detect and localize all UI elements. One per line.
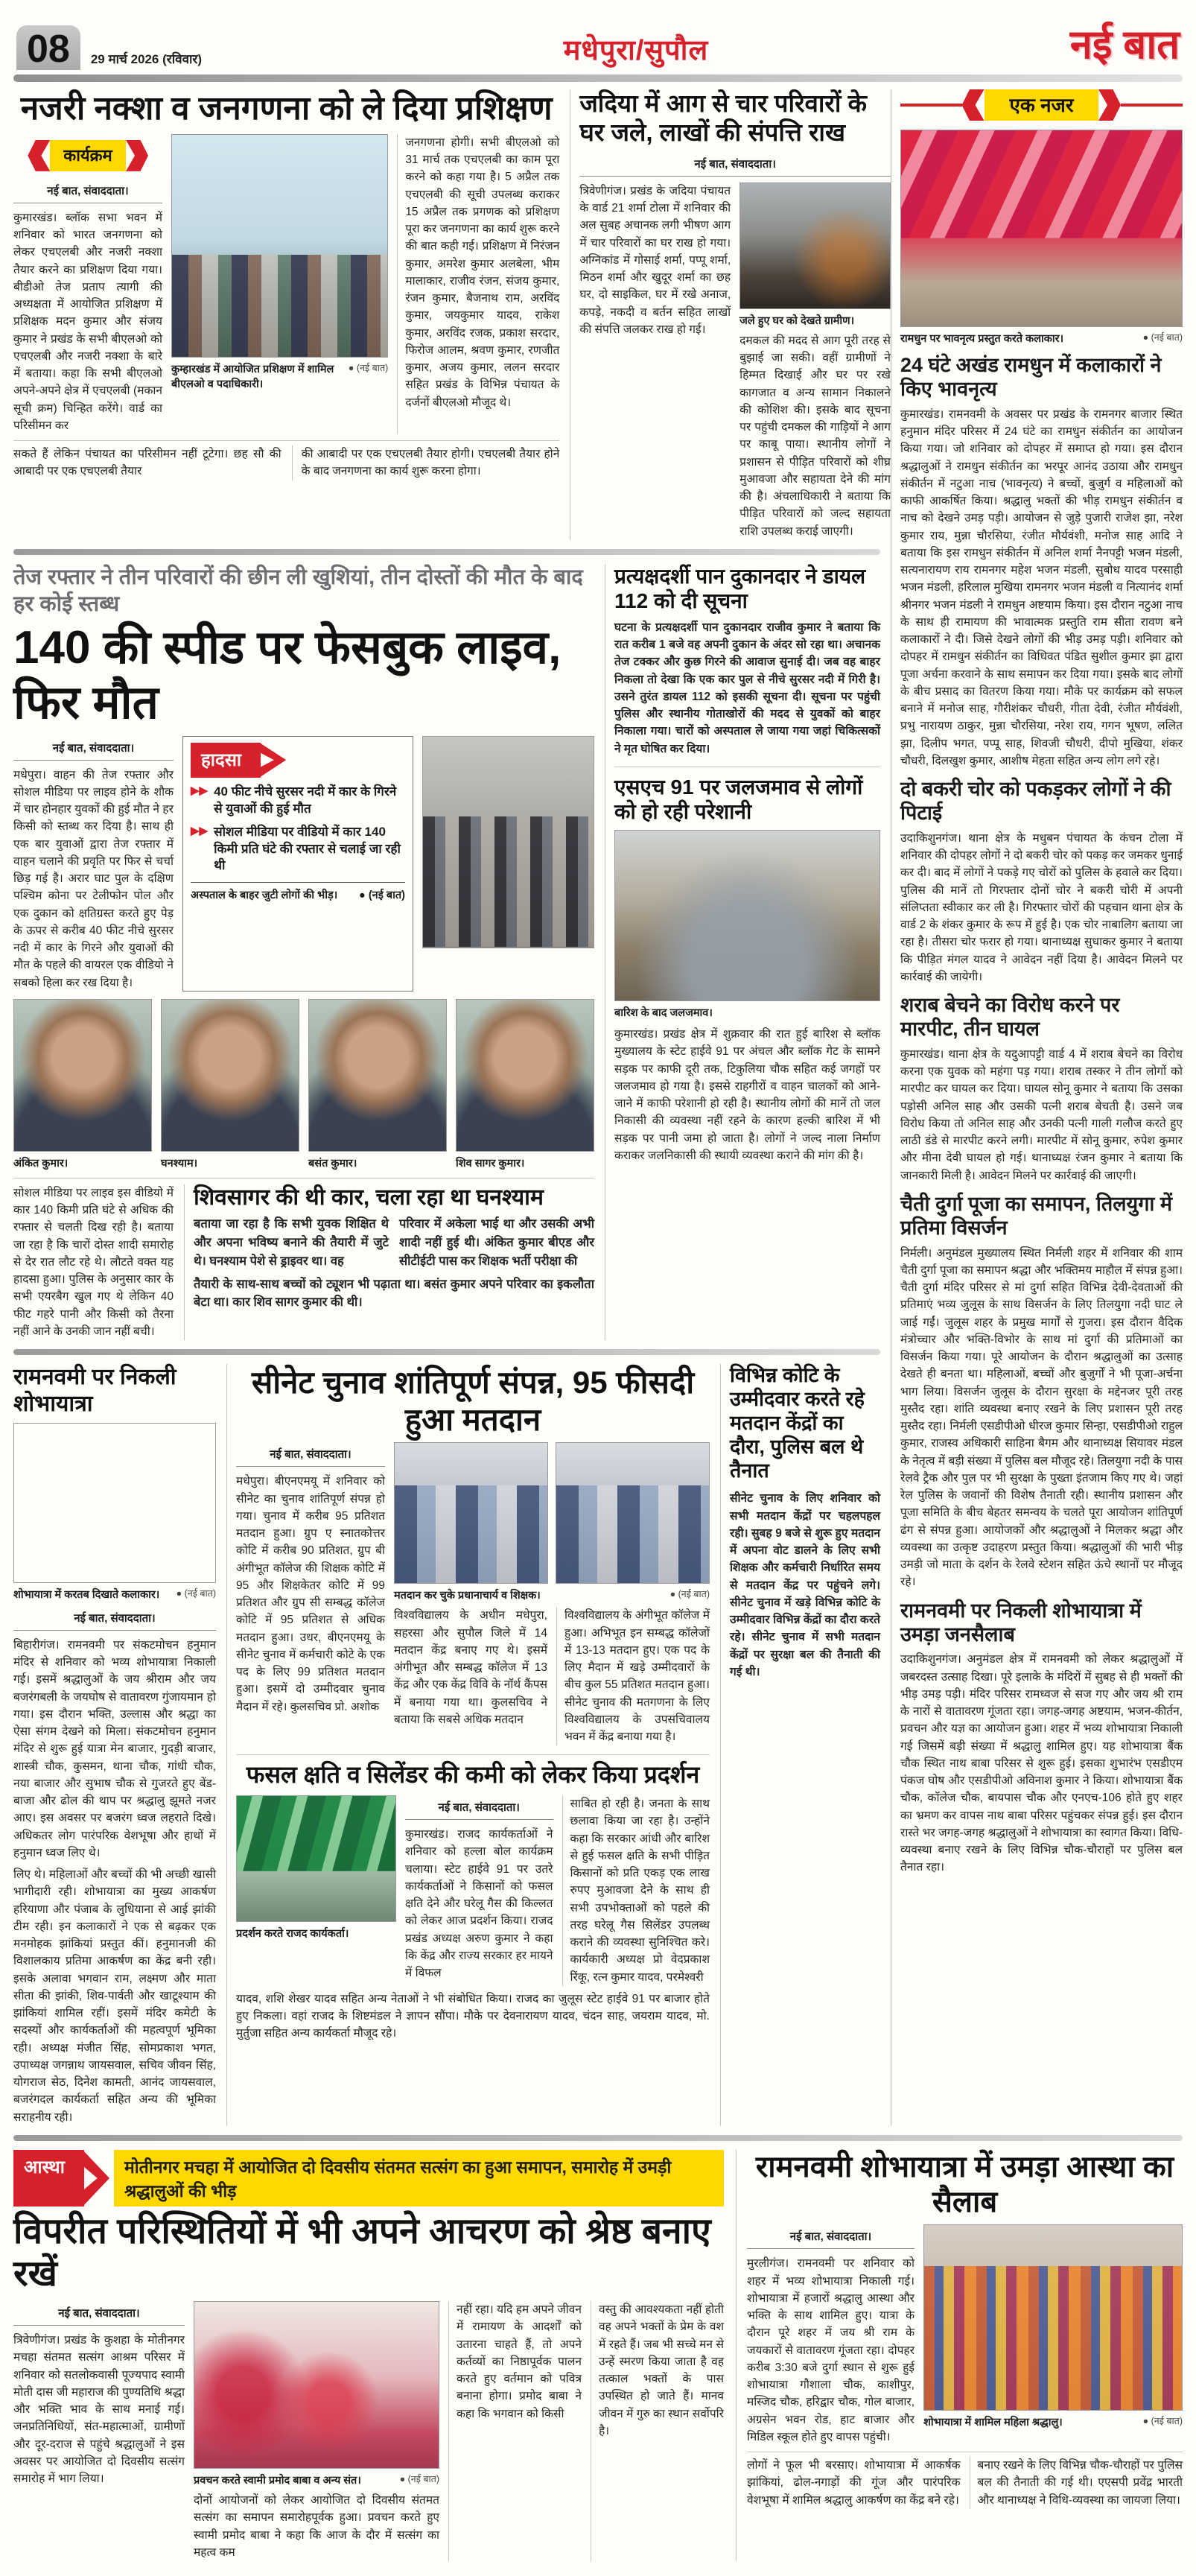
goat-text: उदाकिशुनगंज। थाना क्षेत्र के मधुबन पंचायत के कंचन टोला में शनिवार की दोपहर लोगों ने दो बकरी चोर को पकड़ कर जमकर धुनाई कर दी। बाद में लोगों ने पकड़े गए चोरों को पुलिस के हवाले कर दिया। पुलिस की मानें तो गिरफ्तार दोनों चोर ने बकरी चोरी में अपनी संलिप्तता स्वीकार कर ली है। गिरफ्तार चोरों की पहचान थाना क्षेत्र के वार्ड 2 के शंकर कुमार के रूप में हुई है। एक चोर नाबालिग बताया जा रहा है। तीसरा चोर फरार हो गया। थानाध्यक्ष सुधाकर कुमार ने बताया कि पीड़ित मंगल यादव ने आवेदन नहीं दिया है। आवेदन मिलने पर कार्रवाई की जायेगी।	[900, 831, 1183, 983]
header-divider	[13, 74, 1183, 82]
rjd-caption: प्रदर्शन करते राजद कार्यकर्ता।	[236, 1928, 349, 1941]
liquor-text: कुमारखंड। थाना क्षेत्र के यदुआपट्टी वार्ड 4 में शराब बेचने का विरोध करना एक युवक को महंगा पड़ गया। शराब तस्कर ने तीन लोगों को मारपीट कर घायल कर दिया। घायल सोनू कुमार ने बताया कि उसका पड़ोसी अनिल साह और उसकी पत्नी शराब बेचती है। उसने जब विरोध किया तो अनिल साह और उनकी पत्नी गाली गलौज करते हुए लाठी डंडे से मारपीट करने लगी। मारपीट में सोनू कुमार, रुपेश कुमार और मीना देवी घायल हो गई। थानाध्यक्ष रंजन कुमार ने बताया कि जानकारी मिली है। आवेदन मिलने पर कार्रवाई की जाएगी।	[900, 1047, 1183, 1182]
bullet-arrow-icon: ▶▶	[191, 824, 209, 837]
fire-photo	[739, 183, 891, 309]
victim-photo	[308, 999, 447, 1152]
satsang-photo-block	[194, 2301, 439, 2561]
accident-kicker: तेज रफ्तार ने तीन परिवारों की छीन ली खुशियां, तीन दोस्तों की मौत के बाद हर कोई स्तब्ध	[13, 565, 583, 617]
training-photo-block	[171, 134, 388, 434]
training-col1	[13, 134, 162, 434]
waterlog-caption: बारिश के बाद जलजमाव।	[614, 1007, 713, 1019]
accident-headline: 140 की स्पीड पर फेसबुक लाइव, फिर मौत	[13, 622, 562, 729]
photo-credit: ● (नई बात)	[348, 362, 389, 373]
satsang-body	[13, 2301, 724, 2561]
senate-sub-text: सीनेट चुनाव के लिए शनिवार को सभी मतदान केंद्रों पर चहलपहल रही। सुबह 9 बजे से शुरू हुए मतदान में अपना वोट डालने के लिए सभी शिक्षक और कर्मचारी निर्धारित समय से मतदान केंद्र पर पहुंचने लगे। सीनेट चुनाव में खड़े विभिन्न कोटि के उम्मीदवार विभिन्न केंद्रों का दौरा करते रहे। सीनेट चुनाव में सभी मतदान केंद्रों पर सुरक्षा बल की तैनाती की गई थी।	[730, 1492, 880, 1678]
witness-subhead: प्रत्यक्षदर्शी पान दुकानदार ने डायल 112 को दी सूचना	[614, 564, 866, 612]
accident-byline: नई बात, संवाददाता।	[13, 736, 174, 761]
section-top	[13, 89, 891, 540]
fire-text-2: दमकल की मदद से आग पूरी तरह से बुझाई जा सकी। वहीं ग्रामीणों ने हिम्मत दिखाई और घर पर रखे कागजात व अन्य सामान निकालने की कोशिश की। इसके बाद सूचना पर पहुंची दमकल की गाड़ियों ने आग पर काबू पाया। स्थानीय लोगों ने प्रशासन से पीड़ित परिवारों को शीघ्र मुआवजा और सहायता देने की मांग की है। अंचलाधिकारी ने बताया कि पीड़ित परिवारों को जल्द सहायता राशि उपलब्ध कराई जाएगी।	[739, 334, 891, 538]
victim-photo	[456, 999, 594, 1152]
murliganj-body	[747, 2224, 1183, 2446]
victim-portraits	[13, 999, 594, 1170]
accident-subhead: शिवसागर की थी कार, चला रहा था घनश्याम	[194, 1184, 544, 1210]
article-senate-sub	[720, 1364, 880, 2126]
rjd-text-2: साबित हो रही है। जनता के साथ छलावा किया जा रहा है। उन्होंने कहा कि सरकार आंधी और बारिश से हुई फसल क्षति के सभी पीड़ित किसानों को प्रति एकड़ एक लाख रुपए मुआवजा देने के साथ ही सभी उपभोक्ताओं को पहले की तरह घरेलू गैस सिलेंडर उपलब्ध कराने की व्यवस्था सुनिश्चित करे। कार्यकारी अध्यक्ष प्रो वेदप्रकाश रिंकू, रत्न कुमार यादव, परमेश्वरी	[570, 1798, 710, 1984]
fire-body	[579, 183, 891, 540]
satsang-text-1: त्रिवेणीगंज। प्रखंड के कुशहा के मोतीनगर मचहा संतमत सत्संग आश्रम परिसर में शनिवार को सतलोकवासी पूज्यपाद स्वामी मोती दास जी महाराज की पुण्यतिथि श्रद्धा और भक्ति भाव के साथ मनाई गई। जनप्रतिनिधियों, संत-महात्माओं, ग्रामीणों और दूर-दराज से पहुंचे श्रद्धालुओं ने इस अवसर पर आयोजित दो दिवसीय सत्संग समारोह में भाग लिया।	[13, 2334, 185, 2486]
chaiti-headline: चैती दुर्गा पूजा का समापन, तिलयुगा में प्रतिमा विसर्जन	[900, 1192, 1173, 1240]
victim-photo	[13, 999, 152, 1152]
article-uda-janselab	[900, 1599, 1183, 1877]
portrait-card	[161, 999, 299, 1170]
ramdhun-photo	[900, 130, 1183, 327]
photo-credit: ● (नई बात)	[359, 889, 405, 902]
rjd-body	[236, 1795, 710, 1986]
article-goat-thief	[900, 777, 1183, 986]
rjd-col1	[405, 1795, 553, 1986]
accident-subarticle	[184, 1184, 594, 1340]
voting-photo-2	[556, 1442, 710, 1584]
senate-text-2: विश्वविद्यालय के अधीन मधेपुरा, सहरसा और सुपौल जिले में 14 मतदान केंद्र बनाए गए थे। इसमें अंगीभूत और सम्बद्ध कॉलेज में 13 केंद्र और एक केंद्र विवि के नॉर्थ कैंपस में बनाया गया था। कुलसचिव ने बताया कि सबसे अधिक मतदान	[394, 1609, 547, 1726]
accident-subcol-3: तैयारी के साथ-साथ बच्चों को ट्यूशन भी पढ़ाता था। बसंत कुमार अपने परिवार का इकलौता बेटा था। कार शिव सागर कुमार की थी।	[194, 1277, 594, 1310]
rjd-col2	[562, 1795, 710, 1986]
bullet-arrow-icon: ▶▶	[191, 784, 209, 797]
rjd-photo	[236, 1795, 396, 1922]
victim-name: शिव सागर कुमार।	[456, 1157, 525, 1170]
murliganj-caption: शोभायात्रा में शामिल महिला श्रद्धालु। ● (नई बात)	[923, 2416, 1183, 2429]
masthead-logo: नई बात	[1069, 22, 1180, 67]
murliganj-photo-block	[923, 2224, 1183, 2446]
section-title: मधेपुरा/सुपौल	[563, 35, 709, 66]
senate-body	[236, 1442, 710, 1745]
rjd-headline: फसल क्षति व सिलेंडर की कमी को लेकर किया प्रदर्शन	[246, 1761, 700, 1789]
rjd-photo-block	[236, 1795, 396, 1986]
photo-credit: ● (नई बात)	[176, 1587, 216, 1599]
ribbon-left-icon	[28, 140, 50, 171]
divider-3	[13, 2135, 1183, 2141]
aastha-badge: आस्था	[13, 2150, 84, 2207]
witness-text: घटना के प्रत्यक्षदर्शी पान दुकानदार राजीव कुमार ने बताया कि रात करीब 1 बजे वह अपनी दुकान के अंदर सो रहा था। अचानक तेज टक्कर और कुछ गिरने की आवाज सुनाई दी। जब वह बाहर निकला तो देखा कि एक कार पुल से नीचे सुरसर नदी में गिरी है। उसने तुरंत डायल 112 को इसकी सूचना दी। सूचना पर पहुंची पुलिस और स्थानीय गोताखोरों की मदद से युवकों को बाहर निकाला गया। चारों को अस्पताल ले जाया गया जहां चिकित्सकों ने मृत घोषित कर दिया।	[614, 621, 880, 755]
senate-headline: सीनेट चुनाव शांतिपूर्ण संपन्न, 95 फीसदी हुआ मतदान	[251, 1365, 695, 1437]
murliganj-text-3: बनाए रखने के लिए विभिन्न चौक-चौराहों पर पुलिस बल की तैनाती की गई थी। एएसपी प्रवेंद्र भारती और थानाध्यक्ष ने विधि-व्यवस्था का जायजा लिया।	[970, 2457, 1183, 2509]
article-senate	[226, 1364, 710, 2126]
training-headline: नजरी नक्शा व जनगणना को ले दिया प्रशिक्षण	[20, 90, 553, 127]
ek-najar-header	[900, 89, 1183, 121]
bihariganj-headline: रामनवमी पर निकली शोभायात्रा	[13, 1365, 176, 1416]
article-accident	[13, 564, 594, 1340]
senate-photos	[394, 1442, 710, 1584]
accident-photo-block	[422, 736, 594, 992]
karyakram-badge-label: कार्यक्रम	[50, 140, 125, 171]
fire-text-1: त्रिवेणीगंज। प्रखंड के जदिया पंचायत के वार्ड 21 शर्मा टोला में शनिवार की अल सुबह अचानक लगी भीषण आग में चार परिवारों का घर राख हो गया। अग्निकांड में गोसाई शर्मा, पप्पू शर्मा, मिठन शर्मा और खुदूर शर्मा का छह घर, दो साइकिल, घर में रखे अनाज, कपड़े, नकदी व बर्तन सहित लाखों की संपत्ति जलकर राख हो गई।	[579, 184, 731, 336]
training-caption: कुम्हारखंड में आयोजित प्रशिक्षण में शामिल बीएलओ व पदाधिकारी। ● (नई बात)	[171, 362, 389, 390]
divider-2	[13, 1349, 880, 1355]
murliganj-text-1: मुरलीगंज। रामनवमी पर शनिवार को शहर में भव्य शोभायात्रा निकाली गई। शोभायात्रा में हजारों श्रद्धालु आस्था और भक्ति के साथ शामिल हुए। यात्रा के दौरान पूरे शहर में जय श्री राम के जयकारों से वातावरण गूंजता रहा। दोपहर करीब 3:30 बजे दुर्गा स्थान से शुरू हुई शोभायात्रा गौशाला चौक, काशीपुर, मस्जिद चौक, हरिद्वार चौक, गोल बाजार, अग्रसेन भवन रोड, हाट बाजार और मिडिल स्कूल होते हुए वापस पहुंची।	[747, 2257, 915, 2443]
training-text-1: कुमारखंड। ब्लॉक सभा भवन में शनिवार को भारत जनगणना को लेकर एचएलबी और नजरी नक्शा तैयार करने का प्रशिक्षण दिया गया। बीडीओ तेज प्रताप त्यागी की अध्यक्षता में आयोजित प्रशिक्षण में प्रशिक्षक मदन कुमार और संजय कुमार ने प्रखंड के सभी बीएलओ को एचएलबी और नजरी नक्शा के बारे में बताया। कहा कि सभी बीएलओ अपने-अपने क्षेत्र में एचएलबी (मकान सूची क्रम) चिन्हित करेंगे। वार्ड का परिसीमन कर	[13, 211, 162, 432]
satsang-col1	[13, 2301, 185, 2561]
hadsa-bullet-1: ▶▶ 40 फीट नीचे सुरसर नदी में कार के गिरने से युवाओं की हुई मौत	[191, 784, 405, 818]
red-rule	[1121, 104, 1183, 107]
hadsa-bullet-2: ▶▶ सोशल मीडिया पर वीडियो में कार 140 किमी प्रति घंटे की रफ्तार से चलाई जा रही थी	[191, 824, 405, 875]
senate-caption: मतदान कर चुके प्रधानाचार्य व शिक्षक। ● (नई बात)	[394, 1589, 710, 1602]
rjd-text-1: कुमारखंड। राजद कार्यकर्ताओं ने शनिवार को हल्ला बोल कार्यक्रम चलाया। स्टेट हाईवे 91 पर उतरे कार्यकर्ताओं ने किसानों को फसल क्षति देने और घरेलू गैस की किल्लत को लेकर आज प्रदर्शन किया। राजद प्रखंड अध्यक्ष अरुण कुमार ने कहा कि केंद्र और राज्य सरकार हर मायने में विफल	[405, 1828, 553, 1980]
aastha-header	[13, 2150, 724, 2207]
ribbon-right-icon	[1098, 89, 1121, 121]
satsang-text-2: दोनों आयोजनों को लेकर आयोजित दो दिवसीय संतमत सत्संग का समापन समारोहपूर्वक हुआ। प्रवचन करते हुए स्वामी प्रमोद बाबा ने कहा कि आज के दौर में सत्संग का महत्व कम	[194, 2494, 439, 2559]
chaiti-text: निर्मली। अनुमंडल मुख्यालय स्थित निर्मली शहर में शनिवार की शाम चैती दुर्गा पूजा का समापन श्रद्धा और भक्तिमय माहौल में संपन्न हुआ। चैती दुर्गा मंदिर परिसर से मां दुर्गा सहित विभिन्न देवी-देवताओं की प्रतिमाएं भव्य जुलूस के साथ विसर्जन के लिए तिलयुगा नदी घाट ले जाई गईं। जुलूस शहर के प्रमुख मार्गों से गुजरा। इस दौरान वैदिक मंत्रोच्चार और भक्ति-विभोर के साथ मां दुर्गा की प्रतिमाओं का विसर्जन किया गया। पूरे आयोजन के दौरान श्रद्धालुओं का उत्साह देखते ही बनता था। महिलाओं, बच्चों और बुजुर्गों ने भी पूजा-अर्चना भाग लिया। विसर्जन जुलूस के दौरान सुरक्षा के मद्देनजर पूरी तरह मुस्तैद रहा। शांति व्यवस्था बनाए रखने के लिए प्रशासन पूरी तरह मुस्तैद रहा। निर्मली एसडीपीओ धीरज कुमार सिन्हा, एसडीपीओ राहुल कुमार, राजस्व अधिकारी साहिना बैगम और थानाध्यक्ष सियावर मंडल के नेतृत्व में बड़ी संख्या में पुलिस बल मौजूद रहे। तिलयुगा नदी के पास रेलवे ट्रैक और पुल पर भी सुरक्षा के पुख्ता इंतजाम किए गए थे। जहां रेल पुलिस के जवानों की विशेष तैनाती रही। स्थानीय प्रशासन और पूजा समिति के बीच बेहतर समन्वय के चलते पूरा आयोजन शांतिपूर्ण ढंग से संपन्न हुआ। आयोजकों और श्रद्धालुओं ने मिलकर श्रद्धा और व्यवस्था का उत्कृष्ट उदाहरण प्रस्तुत किया। श्रद्धालुओं की भारी भीड़ उमड़ी जो माता के दर्शन के रेलवे स्टेशन सहित ऊंचे स्थानों पर मौजूद रहे।	[900, 1246, 1183, 1589]
page-header	[13, 10, 1183, 72]
murliganj-text-2: लोगों ने फूल भी बरसाए। शोभायात्रा में आकर्षक झांकियां, ढोल-नगाड़ों की गूंज और पारंपरिक वेशभूषा में शामिल श्रद्धालु आकर्षण का केंद्र बने रहे।	[747, 2459, 961, 2507]
victim-photo	[161, 999, 299, 1152]
hadsa-caption: अस्पताल के बाहर जुटी लोगों की भीड़। ● (नई बात)	[191, 882, 405, 902]
ramdhun-text: कुमारखंड। रामनवमी के अवसर पर प्रखंड के रामनगर बाजार स्थित हनुमान मंदिर परिसर में 24 घंटे का रामधुन संकीर्तन का आयोजन किया गया। जो शनिवार को दोपहर में समाप्त हो गया। इस दौरान श्रद्धालुओं ने रामधुन संकीर्तन का भरपूर आनंद उठाया और रामधुन संकीर्तन में नटुआ नाच (भावनृत्य) ने बच्चों, बुजुर्ग व महिलाओं को काफी आकर्षित किया। श्रद्धालु भक्तों की भीड़ रामधुन संकीर्तन व नाच को देखने उमड़ पड़ी। आयोजन से जुड़े पुजारी राजेश झा, नरेश कुमार राय, मुन्ना चौरसिया, रंजीत मौर्यवंशी, मनोज साह आदि ने बताया कि इस रामधुन संकीर्तन में अनिल शर्मा नैनपट्टी भजन मंडली, सत्यनारायण राय रामनगर महेश भजन मंडली, सुबोध यादव परसाही भजन मंडली, हरिलाल मुखिया रामनगर भजन मंडली व नित्यानंद शर्मा श्रीनगर भजन मंडली ने रामधुन अष्टयाम किया। इस दौरान नटुआ नाच के साथ ही रामायण की भावात्मक प्रस्तुति राम सीता रावण बने कलाकारों ने दी। जिसे देखने लोगों की भीड़ उमड़ पड़ी। शनिवार को दोपहर में रामधुन संकीर्तन का विधिवत पंडित सुशील कुमार झा द्वारा पूजा अर्चना करवाने के साथ समापन कर दिया गया। इसके बाद लोगों के बीच प्रसाद का वितरण किया गया। मौके पर कार्यक्रम को सफल बनाने में मनोज साह, गौरीशंकर चौधरी, गीता देवी, रंजीत मौर्यवंशी, प्रभु नारायण ठाकुर, मुन्ना चौरसिया, नरेश राय, गगन भूषण, ललित झा, दिलीप भगत, पप्पू साह, शिवजी चौधरी, दीपो मुखिया, शंकर चौधरी, दिलखुश कुमार, आशीष मेहता सहित अन्य लोग लगे रहे।	[900, 407, 1183, 767]
murliganj-col1	[747, 2224, 915, 2446]
hadsa-box	[182, 736, 413, 992]
voting-photo-1	[394, 1442, 548, 1584]
ek-najar-label: एक नजर	[985, 89, 1099, 121]
ribbon-left-icon	[962, 89, 985, 121]
photo-credit: ● (नई बात)	[399, 2474, 439, 2485]
bihariganj-byline: नई बात, संवाददाता।	[13, 1606, 216, 1631]
photo-credit: ● (नई बात)	[1142, 2416, 1183, 2427]
accident-top	[13, 736, 594, 992]
accident-text-2: सोशल मीडिया पर लाइव इस वीडियो में कार 140 किमी प्रति घंटे से अधिक की रफ्तार से चलती दिख रही है। बताया जा रहा है कि चारों दोस्त शादी समारोह से देर रात लौट रहे थे। लौटते वक्त यह हादसा हुआ। पुलिस के अनुसार कार के सभी एयरबैग खुल गए थे लेकिन 40 फीट गहरे पानी और किसी को तैरना नहीं आने के उनकी जान नहीं बची।	[13, 1186, 174, 1338]
photo-credit: ● (नई बात)	[1142, 332, 1183, 343]
murliganj-byline: नई बात, संवाददाता।	[747, 2224, 915, 2249]
portrait-card	[308, 999, 447, 1170]
article-ramdhun	[900, 353, 1183, 770]
section-mid	[13, 1364, 880, 2126]
divider-1	[13, 549, 880, 555]
training-text-2: जनगणना होगी। सभी बीएलओ को 31 मार्च तक एचएलबी का काम पूरा करने को कहा गया है। 5 अप्रैल तक एचएलबी की सूची उपलब्ध कराकर 15 अप्रैल तक प्रगणक को प्रशिक्षण पूरा कर जनगणना का कार्य शुरू करने की बात कही गई। प्रशिक्षण में निरंजन कुमार, अमरेश कुमार अलबेला, भीम मालाकार, राजीव रंजन, संजय कुमार, रंजन कुमार, बैजनाथ राम, अरविंद कुमार, जयकुमार यादव, राकेश कुमार, अरविंद रजक, प्रकाश सरदार, फिरोज आलम, श्रवण कुमार, रणजीत कुमार, अजय कुमार, ललन सरदार सहित प्रखंड के विभिन्न पंचायत के दर्जनों बीएलओ मौजूद थे।	[397, 134, 559, 434]
section-bottom	[13, 2150, 1183, 2561]
satsang-text-3: नहीं रहा। यदि हम अपने जीवन में रामायण के आदर्शों को उतारना चाहते हैं, तो अपने कर्तव्यों का निष्ठापूर्वक पालन करते हुए वर्तमान को पवित्र बनाना होगा। प्रमोद बाबा ने कहा कि भगवान को किसी	[448, 2301, 582, 2561]
uda-headline: रामनवमी पर निकली शोभायात्रा में उमड़ा जनसैलाब	[900, 1599, 1142, 1646]
right-rail	[891, 89, 1183, 2126]
article-rjd	[236, 1761, 710, 2042]
accident-subcol-2: परिवार में अकेला भाई था और उसकी अभी शादी नहीं हुई थी। अंकित कुमार बीएड और सीटीईटी पास कर शिक्षक भर्ती परीक्षा की	[399, 1217, 594, 1268]
victim-name: बसंत कुमार।	[308, 1157, 357, 1170]
page-number: 08	[16, 25, 80, 70]
liquor-headline: शराब बेचने का विरोध करने पर मारपीट, तीन घायल	[900, 994, 1120, 1041]
main-layout	[13, 89, 1183, 2126]
page-date: 29 मार्च 2026 (रविवार)	[90, 52, 203, 66]
bihariganj-text-1: बिहारीगंज। रामनवमी पर संकटमोचन हनुमान मंदिर से शनिवार को भव्य शोभायात्रा निकाली गई। इसमें श्रद्धालुओं के जय श्रीराम और जय बजरंगबली के जयघोष से वातावरण गुंजायमान हो गया। इस दौरान भक्ति, उल्लास और श्रद्धा का ऐसा संगम देखने को मिला। संकटमोचन हनुमान मंदिर से शुरू हुई यात्रा मेन बाजार, गुदड़ी बाजार, शास्त्री चौक, कुसमन, थाना चौक, गांधी चौक, नया बाजार और सुभाष चौक से गुजरते हुए बेंड-बाजा और ढोल की थाप पर श्रद्धालु झूमते नजर आए। इस अवसर पर बजरंग ध्वज लहराते दिखे। अधिकतर लोग पारंपरिक वेशभूषा और हाथों में हनुमान ध्वज लिए थे।	[13, 1638, 216, 1859]
training-photo	[171, 134, 388, 358]
bihariganj-text-2: लिए थे। महिलाओं और बच्चों की भी अच्छी खासी भागीदारी रही। शोभायात्रा का मुख्य आकर्षण हरियाणा और पंजाब के लुधियाना से आई झांकी टीम रही। इन कलाकारों ने एक से बढ़कर एक मनमोहक झांकियां प्रस्तुत कीं। हनुमानजी की विशालकाय प्रतिमा आकर्षण का केंद्र बनी रही। इसके अलावा भगवान राम, लक्ष्मण और माता सीता की झांकी, शिव-पार्वती और खाटूश्याम की झांकियां शामिल रहीं। इसमें मंदिर कमेटी के सदस्यों और कार्यकर्ताओं की महत्वपूर्ण भूमिका रही। अध्यक्ष मंजीत सिंह, सोमप्रकाश भगत, उपाध्यक्ष जगन्नाथ जायसवाल, सचिव जीवन सिंह, योगराज सेठ, दिनेश कामती, आनंद जायसवाल, बजरंगदल कार्यकर्ता सहित अन्य की भूमिका सराहनीय रही।	[13, 1868, 216, 2124]
fire-headline: जदिया में आग से चार परिवारों के घर जले, लाखों की संपत्ति राख	[579, 89, 867, 146]
hadsa-inner	[183, 737, 413, 875]
article-chaiti	[900, 1192, 1183, 1591]
senate-sub-headline: विभिन्न कोटि के उम्मीदवार करते रहे मतदान केंद्रों का दौरा, पुलिस बल थे तैनात	[730, 1364, 865, 1482]
victim-name: घनश्याम।	[161, 1157, 198, 1170]
ribbon-right-icon	[126, 140, 148, 171]
uda-text: उदाकिशुनगंज। अनुमंडल क्षेत्र में रामनवमी को लेकर श्रद्धालुओं में जबरदस्त उत्साह दिखा। पूरे इलाके के मंदिरों में सुबह से ही भक्तों की भीड़ उमड़ पड़ी। मंदिर परिसर रामध्वज से सज गए और जय श्री राम के नारों से वातावरण गूंजता रहा। जगह-जगह अष्टयाम, भजन-कीर्तन, प्रवचन और यज्ञ का आयोजन हुआ। शहर में भव्य शोभायात्रा निकाली गई जिसमें बड़ी संख्या में श्रद्धालु शामिल हुए। यह शोभायात्रा बैंक चौक स्थित नाथ बाबा परिसर से शुरू हुई। इसका शुभारंभ एसडीएम पंकज घोष और एसडीपीओ अविनाश कुमार ने किया। शोभायात्रा बैंक चौक, कॉलेज चौक, बायपास चौक और एनएच-106 होते हुए शहर का भ्रमण कर वापस नाथ बाबा परिसर पहुंचकर संपन्न हुई। इस दौरान रास्ते भर जगह-जगह श्रद्धालुओं ने शोभायात्रा का स्वागत किया। विधि-व्यवस्था बनाए रखने के लिए विभिन्न चौक-चौराहों पर पुलिस बल तैनात रहा।	[900, 1653, 1183, 1874]
senate-right	[394, 1442, 710, 1745]
article-liquor	[900, 993, 1183, 1184]
accident-photo	[422, 736, 594, 948]
waterlog-photo	[614, 830, 880, 1001]
murliganj-cols	[747, 2452, 1183, 2509]
waterlog-text: कुमारखंड। प्रखंड क्षेत्र में शुक्रवार की रात हुई बारिश से ब्लॉक मुख्यालय के स्टेट हाईवे 91 पर अंचल और ब्लॉक गेट के सामने सड़क पर काफी दूरी तक, टिकुलिया चौक सहित कई जगहों पर जलजमाव हो गया है। इससे राहगीरों व वाहन चालकों को आने-जाने में काफी परेशानी हो रही है। स्थानीय लोगों की मानें तो जल निकासी की व्यवस्था नहीं रहने के कारण हल्की बारिश में भी सड़क पर पानी जमा हो जाता है। लोगों ने जल्द नाला निर्माण कराकर जलनिकासी की स्थायी व्यवस्था कराने की मांग की है।	[614, 1028, 880, 1162]
accident-col1	[13, 736, 174, 992]
article-murliganj	[736, 2150, 1183, 2561]
section-accident	[13, 564, 880, 1340]
ramdhun-headline: 24 घंटे अखंड रामधुन में कलाकारों ने किए भावनृत्य	[900, 354, 1162, 401]
red-rule	[900, 104, 962, 107]
satsang-kicker: मोतीनगर मचहा में आयोजित दो दिवसीय संतमत सत्संग का हुआ समापन, समारोह में उमड़ी श्रद्धालुओं की भीड़	[114, 2150, 724, 2207]
satsang-text-4: वस्तु की आवश्यकता नहीं होती वह अपने भक्तों के प्रेम के वश में रहते हैं। जब भी सच्चे मन से उन्हें स्मरण किया जाता है वह तत्काल भक्तों के पास उपस्थित हो जाते हैं। मानव जीवन में गुरु का स्थान सर्वोपरि है।	[591, 2301, 724, 2561]
senate-byline: नई बात, संवाददाता।	[236, 1442, 385, 1467]
accident-bottom	[13, 1178, 594, 1340]
rjd-byline: नई बात, संवाददाता।	[405, 1795, 553, 1820]
article-satsang	[13, 2150, 724, 2561]
hadsa-badge: हादसा	[191, 743, 261, 778]
fire-right	[739, 183, 891, 540]
training-body	[13, 134, 559, 434]
middle-column	[605, 564, 880, 1340]
rjd-text-3: यादव, शशि शेखर यादव सहित अन्य नेताओं ने भी संबोधित किया। राजद का जुलूस स्टेट हाईवे 91 पर बाजार होते हुए निकला। वहां राजद के शिष्टमंडल ने ज्ञापन सौंपा। मौके पर देवनारायण यादव, चंदन साह, जयराम यादव, मो. मुर्तुजा सहित अन्य कार्यकर्ता मौजूद रहे।	[236, 1992, 710, 2040]
ramdhun-caption: रामधुन पर भावनृत्य प्रस्तुत करते कलाकार। ● (नई बात)	[900, 332, 1183, 345]
portrait-card	[13, 999, 152, 1170]
training-strip-2: की आबादी पर एक एचएलबी तैयार होगी। एचएलबी तैयार होने के बाद जनगणना का कार्य शुरू करना होगा।	[292, 445, 560, 480]
fire-caption: जले हुए घर को देखते ग्रामीण।	[739, 314, 855, 327]
fire-byline: नई बात, संवाददाता।	[579, 152, 891, 177]
satsang-headline: विपरीत परिस्थितियों में भी अपने आचरण को श्रेष्ठ बनाए रखें	[13, 2211, 711, 2294]
article-waterlog	[614, 775, 880, 1164]
accident-subcol-1: बताया जा रहा है कि सभी युवक शिक्षित थे और अपना भविष्य बनाने की तैयारी में जुटे थे। घनश्याम पेशे से ड्राइवर था। वह	[194, 1217, 389, 1268]
senate-col1	[236, 1442, 385, 1745]
ek-najar-badge	[962, 89, 1122, 121]
training-strip	[13, 440, 559, 480]
bihariganj-photo	[13, 1423, 216, 1583]
article-training	[13, 89, 559, 540]
satsang-byline: नई बात, संवाददाता।	[13, 2301, 185, 2326]
accident-subcols	[194, 1215, 594, 1270]
waterlog-headline: एसएच 91 पर जलजमाव से लोगों को हो रही परेशानी	[614, 775, 863, 823]
murliganj-photo	[923, 2224, 1183, 2411]
senate-text-3: विश्वविद्यालय के अंगीभूत कॉलेज में हुआ। अभिभूत इन सम्बद्ध कॉलेजों में 13-13 मतदान हुए। एक पद के लिए मैदान में खड़े उम्मीदवारों के बीच कुल 55 प्रतिशत मतदान हुआ। सीनेट चुनाव की मतगणना के लिए विश्वविद्यालय के उपसचिवालय भवन में केंद्र बनाया गया है।	[556, 1607, 710, 1745]
karyakram-badge	[13, 140, 162, 171]
training-byline: नई बात, संवाददाता।	[13, 179, 162, 203]
training-strip-1: सकते हैं लेकिन पंचायत का परिसीमन नहीं टूटेगा। छह सौ की आबादी पर एक एचएलबी तैयार	[13, 448, 281, 478]
satsang-photo	[194, 2301, 439, 2469]
goat-headline: दो बकरी चोर को पकड़कर लोगों ने की पिटाई	[900, 778, 1171, 825]
article-fire	[570, 89, 891, 540]
photo-credit: ● (नई बात)	[669, 1589, 710, 1600]
victim-name: अंकित कुमार।	[13, 1157, 69, 1170]
satsang-caption: प्रवचन करते स्वामी प्रमोद बाबा व अन्य संत। ● (नई बात)	[194, 2474, 439, 2487]
article-bihariganj	[13, 1364, 216, 2126]
accident-text-1: मधेपुरा। वाहन की तेज रफ्तार और सोशल मीडिया पर लाइव होने के शौक में चार होनहार युवकों की हुई मौत ने हर किसी को स्तब्ध कर दिया है। साथ ही एक बार युवाओं द्वारा तेज रफ्तार में वाहन चलाने की प्रवृति पर फिर से चर्चा छिड़ गई है। अरार घाट पुल के दक्षिण पश्चिम कोना पर टेलीफोन पोल और एक दुकान को क्षतिग्रस्त करते हुए पेड़ के ऊपर से करीब 40 फीट नीचे सुरसर नदी में कार के गिरने और युवाओं की मौत के पहले की वायरल एक वीडियो ने सबको हिला कर रख दिया है।	[13, 768, 174, 989]
main-column	[13, 89, 891, 2126]
murliganj-headline: रामनवमी शोभायात्रा में उमड़ा आस्था का सैलाब	[755, 2150, 1174, 2219]
header-left	[16, 25, 202, 70]
senate-text-1: मधेपुरा। बीएनएमयू में शनिवार को सीनेट का चुनाव शांतिपूर्ण संपन्न हो गया। चुनाव में करीब 95 प्रतिशत मतदान हुआ। ग्रुप ए स्नातकोत्तर कोटि में करीब 90 प्रतिशत, ग्रुप बी अंगीभूत कॉलेज की शिक्षक कोटि में 95 और शिक्षकेतर कोटि में 99 प्रतिशत और ग्रुप सी सम्बद्ध कॉलेज कोटि में 95 प्रतिशत से अधिक मतदान हुआ। उधर, बीएनएमयू के सीनेट चुनाव में कर्मचारी कोटे के एक पद के लिए 99 प्रतिशत मतदान हुआ। इसमें दो उम्मीदवार चुनाव मैदान में रहे। कुलसचिव प्रो. अशोक	[236, 1475, 385, 1713]
senate-cols	[394, 1607, 710, 1745]
portrait-card	[456, 999, 594, 1170]
bihariganj-caption: शोभायात्रा में करतब दिखाते कलाकार। ● (नई बात)	[13, 1587, 216, 1601]
rule	[236, 1754, 710, 1755]
